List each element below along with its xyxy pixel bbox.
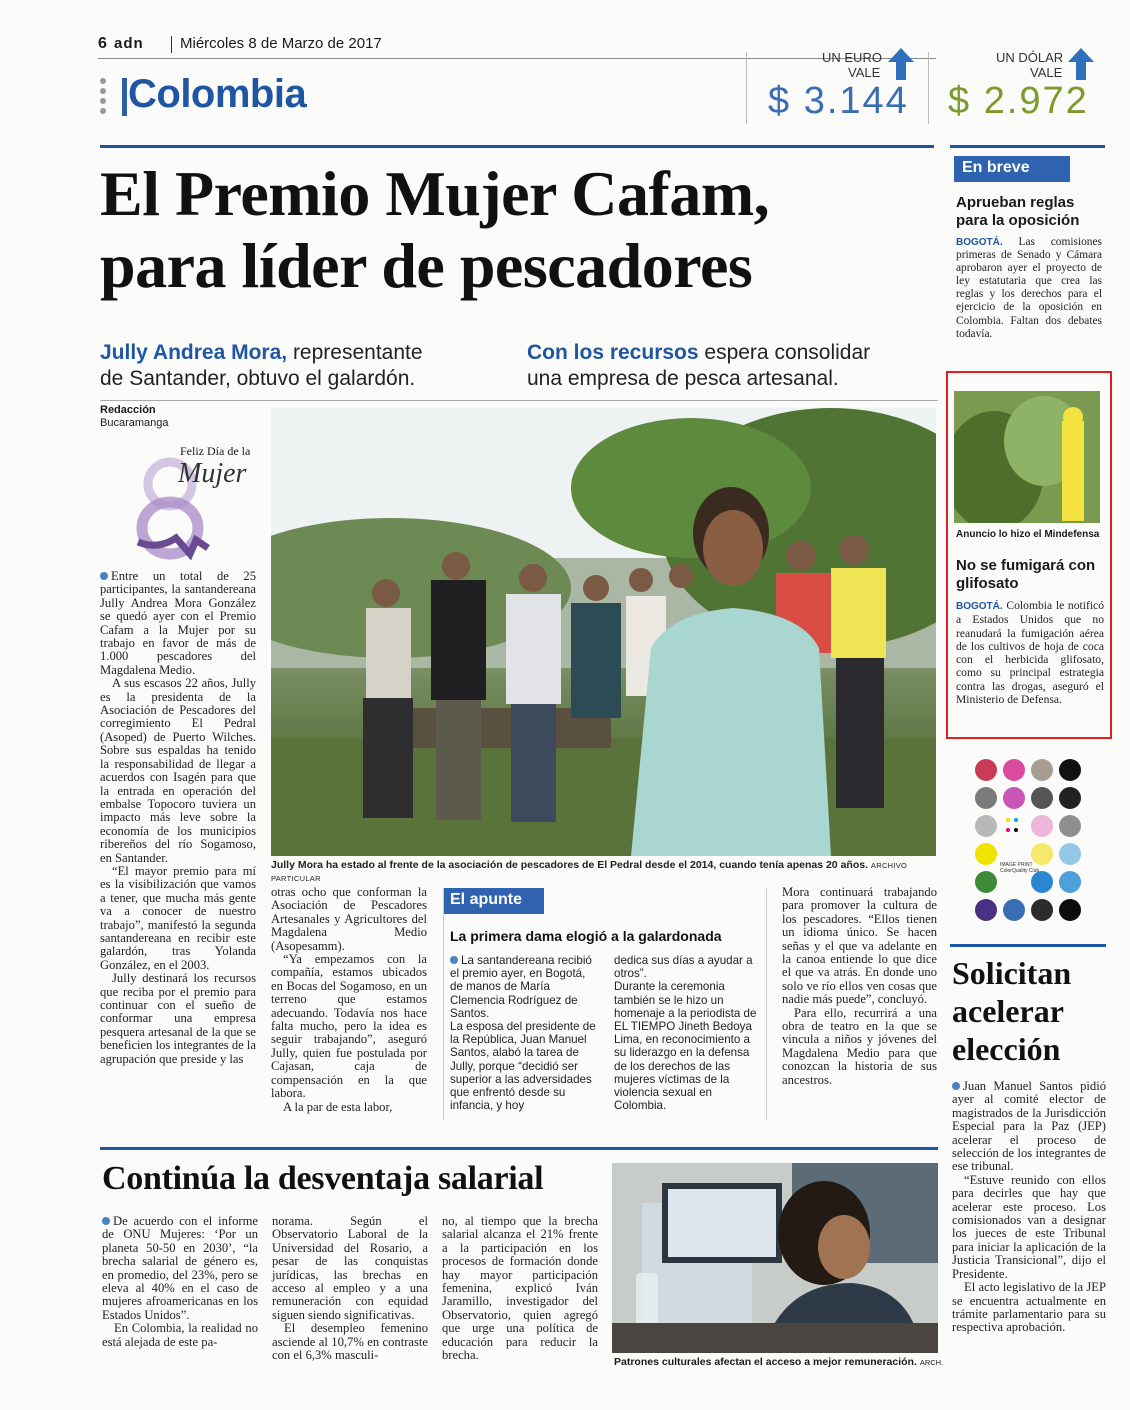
section-title: Colombia: [128, 72, 307, 116]
deck-left-rest-2: de Santander, obtuvo el galardón.: [100, 367, 416, 390]
deck-left-rest-1: representante: [287, 341, 423, 364]
salarial-headline: Continúa la desventaja salarial: [102, 1160, 544, 1197]
main-photo-caption: [271, 859, 941, 885]
euro-label-2: VALE: [848, 65, 881, 80]
color-swatches-icon: [972, 758, 1084, 924]
en-breve-label: En breve: [954, 156, 1070, 182]
sidebar-top-rule: [950, 145, 1105, 148]
main-col2-p3: A la par de esta labor,: [283, 1099, 393, 1114]
currency-separator-2: [928, 52, 929, 124]
main-col1-p3: “El mayor premio para mí es la visibilización que vamos a tener, que mucha más gente va a conocer de nuestro trabajo”, manifestó la segunda santandereana en recibir este galardón, tras Yolanda González, en el 2003.: [100, 863, 256, 972]
bullet-icon: [450, 956, 458, 964]
salarial-col-3: [442, 1215, 598, 1362]
salarial-col1-p2: En Colombia, la realidad no está alejada de este pa-: [102, 1321, 258, 1349]
photo-caption-text: Jully Mora ha estado al frente de la asociación de pescadores de El Pedral desde el 2014, cuando tenía apenas 20 años.: [271, 859, 868, 871]
bullet-icon: [100, 572, 108, 580]
euro-value: $ 3.144: [768, 80, 909, 122]
logo-line-1: Feliz Día de la: [180, 444, 251, 458]
arrow-up-icon: [1068, 48, 1094, 80]
photo-scene-illustration: [271, 408, 936, 856]
fumigacion-text-block: [956, 599, 1104, 706]
womens-day-logo: [100, 440, 260, 560]
salarial-caption-text: Patrones culturales afectan el acceso a mejor remuneración.: [614, 1356, 917, 1368]
main-col1-p1: Entre un total de 25 participantes, la santandereana Jully Andrea Mora González se quedó ayer con el Premio Cafam a la Mujer por su trabajo en favor de más de 1.000 pescadores del Magdalena Medio.: [100, 569, 256, 677]
breve-text: Las comisiones primeras de Senado y Cámara aprobaron ayer el proyecto de ley estatutaria que crea las reglas y los derechos para el ejercicio de la oposición en Colombia. Faltan dos debates todavía.: [956, 236, 1102, 340]
main-col2-p1: otras ocho que conforman la Asociación de Pescadores Artesanales y Agricultores del Magdalena Medio (Asopesamm).: [271, 885, 427, 953]
fumigacion-text: Colombia le notificó a Estados Unidos que no reanudará la fumigación aérea de los cultivos de hoja de coca con el herbicida glifosato, como su principal estrategia contra las drogas, aseguró el Ministerio de Defensa.: [956, 599, 1104, 707]
breve-text-block: [956, 236, 1102, 341]
salarial-photo: [612, 1163, 938, 1353]
main-col2-p2: “Ya empezamos con la compañía, estamos ubicados en Bocas del Sogamoso, en un terreno que estamos adecuando. Todavía nos hace falta mucho, pero la idea es seguir trabajando”, aseguró Jully, quien fue postulada por Cajasan, caja de compensación en la que labora.: [271, 952, 427, 1101]
deck-right-rest-1: espera consolidar: [698, 341, 871, 364]
arrow-up-icon: [888, 48, 914, 80]
fumigacion-kicker: BOGOTÁ.: [956, 601, 1003, 612]
main-headline-line-2: para líder de pescadores: [100, 230, 753, 301]
photo-credit: ARCHIVO PARTICULAR: [271, 861, 908, 883]
apunte-b-p1: dedica sus días a ayudar a otros”.: [614, 954, 753, 981]
main-col5-p1: Mora continuará trabajando para promover la cultura de los pescadores. “Ellos tienen un idioma único. Se hacen señas y el que va adelante en la canoa entiende lo que dice el que va atrás. En donde uno solo ve río ellos ven cosas que nadie más puede”, concluyó.: [782, 885, 937, 1007]
solicitan-p3: El acto legislativo de la JEP se encuentra actualmente en trámite parlamentario para su respectiva aprobación.: [952, 1280, 1106, 1335]
euro-label-1: UN EURO: [822, 50, 882, 65]
apunte-title: La primera dama elogió a la galardonada: [450, 928, 722, 944]
apunte-box: [443, 888, 767, 1120]
apunte-b-p2: Durante la ceremonia también se le hizo un homenaje a la periodista de EL TIEMPO Jineth Bedoya Lima, en reconocimiento a su liderazgo en la defensa de los derechos de las mujeres víctimas de la violencia sexual en Colombia.: [614, 980, 757, 1113]
apunte-label: El apunte: [444, 888, 544, 914]
fumigacion-title: No se fumigará con glifosato: [956, 557, 1096, 592]
byline-location: Bucaramanga: [100, 417, 169, 429]
dollar-label-1: UN DÓLAR: [996, 50, 1064, 65]
deck-left-bold: Jully Andrea Mora,: [100, 341, 288, 364]
masthead-date: Miércoles 8 de Marzo de 2017: [180, 35, 382, 52]
apunte-a-p2: La esposa del presidente de la República, Juan Manuel Santos, alabó la tarea de Jully, porque “decidió ser superior a las adversidades que enfrentó desde su infancia, y hoy: [450, 1020, 596, 1113]
salarial-col-2: [272, 1215, 428, 1362]
main-headline-rule: [100, 145, 934, 148]
fumigacion-caption: Anuncio lo hizo el Mindefensa: [956, 529, 1100, 540]
main-photo: [271, 408, 936, 856]
dollar-value: $ 2.972: [948, 80, 1089, 122]
color-calibration-bar: [972, 758, 1084, 924]
solicitan-p2: “Estuve reunido con ellos para decirles que hay que acelerar este proceso. Los comisionados van a designar los jueces de este Tribunal para iniciar la aplicación de la Justicia Transicional”, dijo el Presidente.: [952, 1172, 1106, 1281]
main-col1-p4: Jully destinará los recursos que reciba por el premio para continuar con el sueño de conformar una empresa pesquera artesanal de la que se beneficien los integrantes de la agrupación que preside y las: [100, 971, 256, 1066]
salarial-col2-p2: El desempleo femenino asciende al 10,7% en contraste con el 6,3% masculi-: [272, 1321, 428, 1363]
en-breve-box: [954, 154, 1106, 364]
salarial-col3-p1: no, al tiempo que la brecha salarial alcanza el 21% frente a la participación en los procesos de formación donde hay mayor participación femenina, explicó Iván Jaramillo, investigador del Observatorio, quien agregó que urge una política de educación para reducir la brecha.: [442, 1214, 598, 1363]
currency-separator-1: [746, 52, 747, 124]
deck-right: [527, 340, 947, 392]
bullet-icon: [102, 1217, 110, 1225]
dollar-label-2: VALE: [1030, 65, 1063, 80]
breve-kicker: BOGOTÁ.: [956, 237, 1003, 248]
salarial-photo-credit: ARCH.: [919, 1358, 944, 1367]
euro-box: [760, 48, 920, 128]
breve-title: Aprueban reglas para la oposición: [956, 194, 1080, 229]
main-col-5: [782, 886, 937, 1087]
salarial-photo-caption: [614, 1356, 944, 1369]
fumigacion-box: [946, 371, 1112, 739]
apunte-col-a: [450, 954, 600, 1112]
solicitan-rule: [950, 944, 1106, 947]
logo-line-2: Mujer: [178, 458, 247, 489]
solicitan-text: [952, 1080, 1106, 1335]
main-col-1: [100, 570, 256, 1066]
byline-rule: [100, 400, 938, 401]
salarial-rule: [100, 1147, 938, 1150]
deck-right-rest-2: una empresa de pesca artesanal.: [527, 367, 839, 390]
section-dots-icon: [100, 78, 108, 118]
office-worker-illustration: [612, 1163, 938, 1353]
page-number: 6: [98, 35, 107, 52]
byline-author: Redacción: [100, 404, 156, 416]
salarial-col-1: [102, 1215, 258, 1349]
main-col5-p2: Para ello, recurrirá a una obra de teatro en la que se vincula a niños y jóvenes del Magdalena Medio para que conozcan la historia de sus ancestros.: [782, 1005, 937, 1087]
deck-left: [100, 340, 520, 392]
main-col-2: [271, 886, 427, 1114]
brand-logo: adn: [114, 35, 144, 52]
main-headline: [100, 158, 940, 302]
main-headline-line-1: El Premio Mujer Cafam,: [100, 158, 770, 229]
salarial-col2-p1: norama. Según el Observatorio Laboral de la Universidad del Rosario, a pesar de las conquistas jurídicas, las brechas en acceso al empleo y a una remuneración con equidad siguen siendo significativas.: [272, 1214, 428, 1322]
dollar-box: [940, 48, 1100, 128]
deck-right-bold: Con los recursos: [527, 341, 699, 364]
main-col1-p2: A sus escasos 22 años, Jully es la presidenta de la Asociación de Pescadores del corregimiento El Pedral (Asoped) de Puerto Wilches. Sobre sus espaldas ha tenido la responsabilidad de llegar a acuerdos con Isagén para que la entrada en operación del embalse Topocoro tuviera un impacto más leve sobre la economía de los municipios ribereños del río Sogamoso, en Santander.: [100, 676, 256, 865]
salarial-col1-p1: De acuerdo con el informe de ONU Mujeres: ‘Por un planeta 50-50 en 2030’, “la brecha salarial de género es, en promedio, del 23%, pero se eleva al 40% en el caso de mujeres afroamericanas en los Estados Unidos”.: [102, 1214, 258, 1322]
spray-worker-illustration: [954, 391, 1100, 523]
solicitan-title: Solicitan acelerar elección: [952, 955, 1072, 1067]
fumigacion-photo: [954, 391, 1100, 523]
solicitan-p1: Juan Manuel Santos pidió ayer al comité elector de magistrados de la Jurisdicción Especial para la Paz (JEP) acelerar el proceso de selección de los integrantes de ese tribunal.: [952, 1079, 1106, 1174]
apunte-col-b: [614, 954, 762, 1112]
bullet-icon: [952, 1082, 960, 1090]
color-bar-label: IMAGE PRINT ColorQuality Club: [1000, 862, 1040, 874]
apunte-a-p1: La santandereana recibió el premio ayer, en Bogotá, de manos de María Clemencia Rodríguez de Santos.: [450, 954, 592, 1020]
masthead-divider: [171, 36, 172, 53]
section-bar: [122, 78, 127, 116]
byline: [100, 404, 169, 430]
